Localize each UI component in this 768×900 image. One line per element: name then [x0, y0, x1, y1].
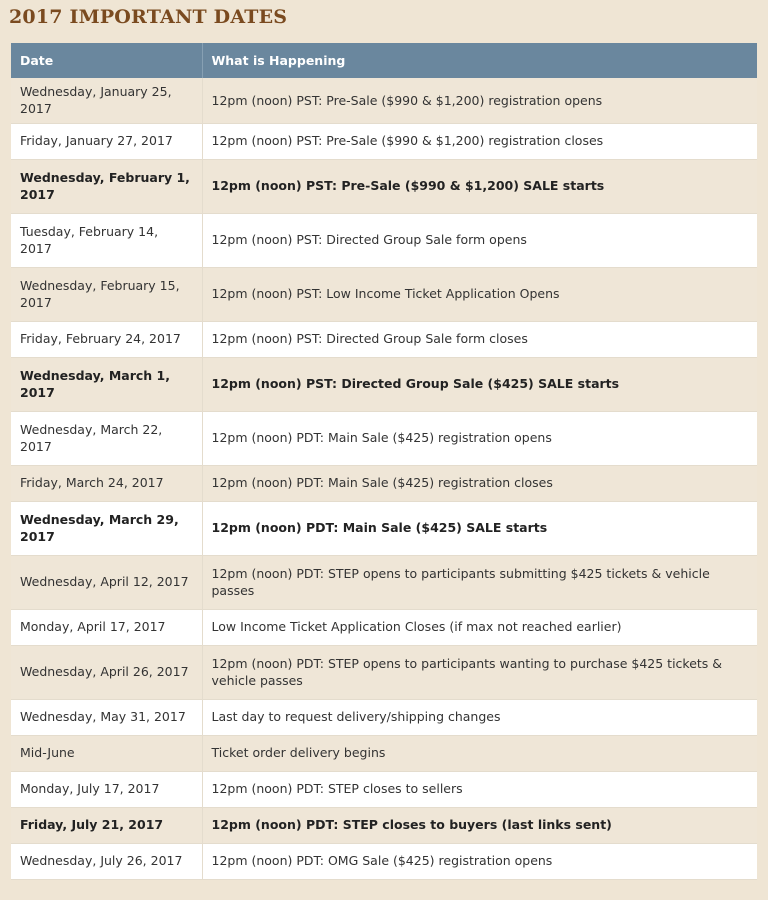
table-row: [11, 411, 757, 465]
row-event-cell: 12pm (noon) PDT: STEP opens to participants submitting $425 tickets & vehicle passes: [202, 555, 757, 609]
table-row: [11, 501, 757, 555]
row-date-cell: Mid-June: [11, 735, 202, 771]
row-date-cell: Friday, July 21, 2017: [11, 807, 202, 843]
table-row: [11, 321, 757, 357]
table-row: [11, 159, 757, 213]
table-row: [11, 357, 757, 411]
row-date-cell: Monday, July 17, 2017: [11, 771, 202, 807]
table-header: [11, 43, 757, 78]
table-row: [11, 771, 757, 807]
row-event-cell: 12pm (noon) PDT: STEP opens to participants wanting to purchase $425 tickets & vehicle passes: [202, 645, 757, 699]
table-body: [11, 78, 757, 879]
table-row: [11, 267, 757, 321]
table-row: [11, 123, 757, 159]
table-header-row: [11, 43, 757, 78]
row-event-cell: 12pm (noon) PDT: STEP closes to sellers: [202, 771, 757, 807]
row-event-cell: Low Income Ticket Application Closes (if max not reached earlier): [202, 609, 757, 645]
row-event-cell: 12pm (noon) PST: Pre-Sale ($990 & $1,200) registration opens: [202, 78, 757, 123]
column-header-date: Date: [11, 43, 202, 78]
row-event-cell: 12pm (noon) PDT: Main Sale ($425) registration closes: [202, 465, 757, 501]
column-header-event: What is Happening: [202, 43, 757, 78]
table-row: [11, 699, 757, 735]
row-date-cell: Wednesday, March 1, 2017: [11, 357, 202, 411]
row-date-cell: Wednesday, March 29, 2017: [11, 501, 202, 555]
table-row: [11, 78, 757, 123]
row-date-cell: Wednesday, April 26, 2017: [11, 645, 202, 699]
row-event-cell: 12pm (noon) PST: Directed Group Sale form closes: [202, 321, 757, 357]
row-date-cell: Wednesday, February 1, 2017: [11, 159, 202, 213]
row-event-cell: 12pm (noon) PDT: Main Sale ($425) registration opens: [202, 411, 757, 465]
row-date-cell: Wednesday, April 12, 2017: [11, 555, 202, 609]
table-row: [11, 465, 757, 501]
row-date-cell: Wednesday, January 25, 2017: [11, 78, 202, 123]
row-date-cell: Wednesday, February 15, 2017: [11, 267, 202, 321]
row-date-cell: Friday, January 27, 2017: [11, 123, 202, 159]
row-event-cell: 12pm (noon) PDT: Main Sale ($425) SALE starts: [202, 501, 757, 555]
table-row: [11, 213, 757, 267]
row-date-cell: Wednesday, March 22, 2017: [11, 411, 202, 465]
important-dates-table-container: [11, 43, 757, 880]
row-event-cell: 12pm (noon) PST: Directed Group Sale ($425) SALE starts: [202, 357, 757, 411]
row-date-cell: Wednesday, July 26, 2017: [11, 843, 202, 879]
row-date-cell: Friday, March 24, 2017: [11, 465, 202, 501]
table-row: [11, 645, 757, 699]
page-title: 2017 IMPORTANT DATES: [9, 6, 288, 28]
table-row: [11, 555, 757, 609]
row-event-cell: Ticket order delivery begins: [202, 735, 757, 771]
row-event-cell: Last day to request delivery/shipping changes: [202, 699, 757, 735]
row-event-cell: 12pm (noon) PST: Pre-Sale ($990 & $1,200) SALE starts: [202, 159, 757, 213]
row-date-cell: Monday, April 17, 2017: [11, 609, 202, 645]
row-date-cell: Friday, February 24, 2017: [11, 321, 202, 357]
table-row: [11, 609, 757, 645]
row-event-cell: 12pm (noon) PDT: OMG Sale ($425) registration opens: [202, 843, 757, 879]
row-event-cell: 12pm (noon) PST: Pre-Sale ($990 & $1,200) registration closes: [202, 123, 757, 159]
row-event-cell: 12pm (noon) PST: Low Income Ticket Application Opens: [202, 267, 757, 321]
table-row: [11, 735, 757, 771]
table-row: [11, 807, 757, 843]
row-event-cell: 12pm (noon) PST: Directed Group Sale form opens: [202, 213, 757, 267]
row-date-cell: Wednesday, May 31, 2017: [11, 699, 202, 735]
row-date-cell: Tuesday, February 14, 2017: [11, 213, 202, 267]
row-event-cell: 12pm (noon) PDT: STEP closes to buyers (last links sent): [202, 807, 757, 843]
important-dates-table: [11, 43, 757, 880]
table-row: [11, 843, 757, 879]
